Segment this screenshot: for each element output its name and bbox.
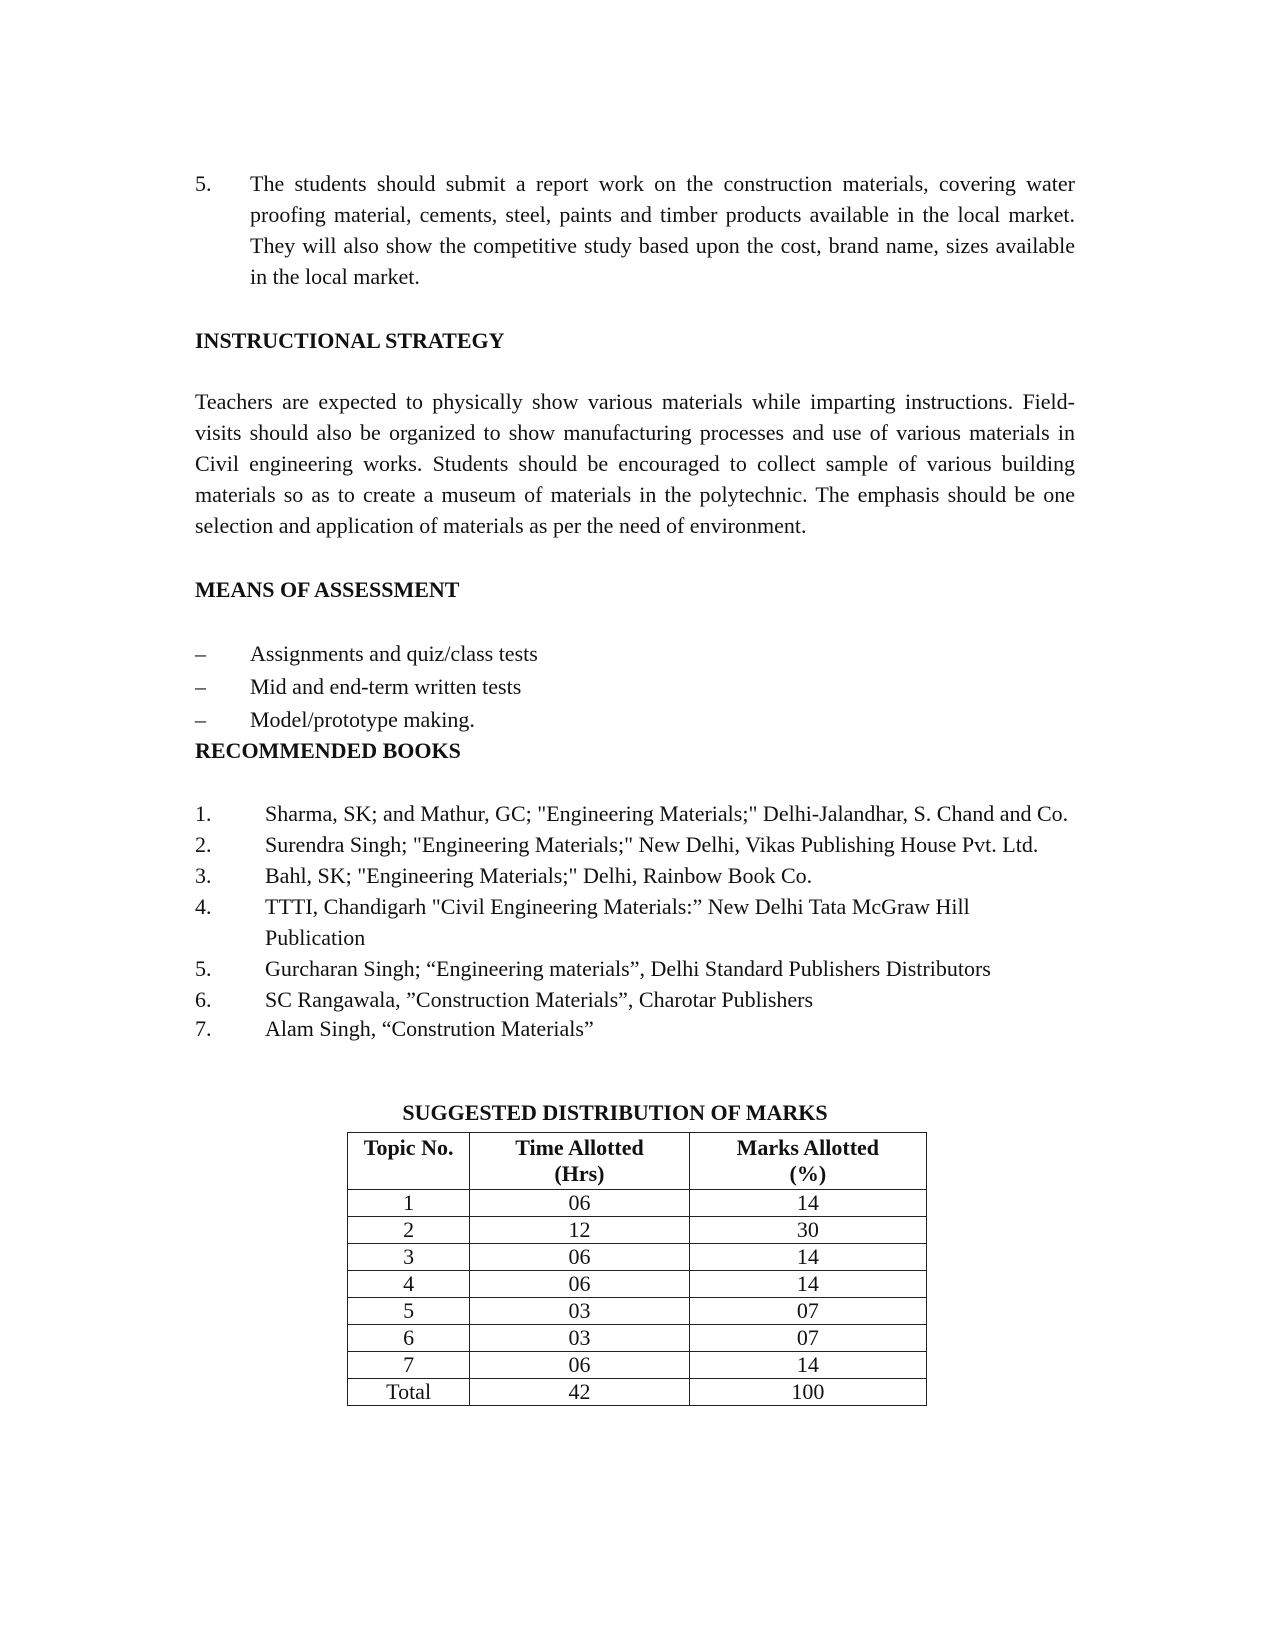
table-cell: 06: [470, 1352, 689, 1379]
book-number: 5.: [195, 956, 212, 981]
header-line: Marks Allotted: [736, 1135, 880, 1160]
table-row: [348, 1190, 927, 1217]
book-number: 3.: [195, 863, 212, 888]
header-line: Topic No.: [363, 1135, 454, 1160]
dash-marker: –: [195, 641, 206, 666]
document-page: [195, 168, 1075, 1406]
table-row: [348, 1271, 927, 1298]
book-item: [195, 891, 1075, 953]
header-marks-allotted: [689, 1133, 926, 1190]
instructional-strategy-paragraph: Teachers are expected to physically show various materials while imparting instructions. Field-visits should also be organized to show manufacturing processes and use of various materials in Civil engineering works. Students should be encouraged to collect sample of various building materials so as to create a museum of materials in the polytechnic. The emphasis should be one selection and application of materials as per the need of environment.: [195, 389, 1075, 538]
table-cell: 14: [689, 1190, 926, 1217]
header-line: Time Allotted: [515, 1135, 644, 1160]
book-text: Gurcharan Singh; “Engineering materials”, Delhi Standard Publishers Distributors: [265, 956, 991, 981]
book-number: 6.: [195, 987, 212, 1012]
book-text: Bahl, SK; "Engineering Materials;" Delhi, Rainbow Book Co.: [265, 863, 813, 888]
table-row: [348, 1325, 927, 1352]
book-item: [195, 860, 1075, 891]
book-number: 2.: [195, 832, 212, 857]
table-cell: 07: [689, 1298, 926, 1325]
table-cell: 06: [470, 1244, 689, 1271]
book-item: [195, 829, 1075, 860]
table-cell: 6: [348, 1325, 470, 1352]
book-text: Alam Singh, “Constrution Materials”: [265, 1016, 594, 1041]
list-item-text: Mid and end-term written tests: [250, 674, 522, 699]
table-cell: 14: [689, 1271, 926, 1298]
item-text: The students should submit a report work on the construction materials, covering water proofing material, cements, steel, paints and timber products available in the local market. They will also show the competitive study based upon the cost, brand name, sizes available in the local market.: [250, 171, 1075, 289]
item-number: 5.: [195, 171, 212, 196]
header-time-allotted: [470, 1133, 689, 1190]
list-item: [195, 703, 1075, 736]
list-item: [195, 637, 1075, 670]
instructional-strategy-heading: INSTRUCTIONAL STRATEGY: [195, 328, 505, 353]
recommended-books-heading: RECOMMENDED BOOKS: [195, 738, 461, 763]
table-cell: 7: [348, 1352, 470, 1379]
book-item: [195, 1015, 1075, 1042]
list-item-text: Model/prototype making.: [250, 707, 475, 732]
book-number: 7.: [195, 1016, 212, 1041]
assessment-list: [195, 637, 1075, 736]
table-cell: 5: [348, 1298, 470, 1325]
table-cell: 03: [470, 1298, 689, 1325]
book-item: [195, 953, 1075, 984]
table-cell: 14: [689, 1244, 926, 1271]
table-cell: 06: [470, 1190, 689, 1217]
header-line: (Hrs): [554, 1161, 605, 1186]
table-row: [348, 1244, 927, 1271]
table-cell: 12: [470, 1217, 689, 1244]
table-cell: 03: [470, 1325, 689, 1352]
table-cell: 100: [689, 1379, 926, 1406]
numbered-item-5: [195, 168, 1075, 292]
book-number: 4.: [195, 894, 212, 919]
table-cell: 07: [689, 1325, 926, 1352]
book-text: Sharma, SK; and Mathur, GC; "Engineering Materials;" Delhi-Jalandhar, S. Chand and Co.: [265, 801, 1069, 826]
book-text: Surendra Singh; "Engineering Materials;" New Delhi, Vikas Publishing House Pvt. Ltd.: [265, 832, 1039, 857]
table-cell: Total: [348, 1379, 470, 1406]
means-of-assessment-heading: MEANS OF ASSESSMENT: [195, 577, 460, 602]
book-text: TTTI, Chandigarh "Civil Engineering Materials:” New Delhi Tata McGraw Hill Publication: [265, 894, 970, 950]
book-item: [195, 984, 1075, 1015]
table-cell: 2: [348, 1217, 470, 1244]
table-cell: 14: [689, 1352, 926, 1379]
header-line: (%): [789, 1161, 827, 1186]
table-cell: 06: [470, 1271, 689, 1298]
book-text: SC Rangawala, ”Construction Materials”, Charotar Publishers: [265, 987, 814, 1012]
books-list: [195, 798, 1075, 1042]
list-item: [195, 670, 1075, 703]
marks-distribution-table: [347, 1132, 927, 1406]
table-row: [348, 1352, 927, 1379]
header-topic-no: [348, 1133, 470, 1190]
table-cell: 42: [470, 1379, 689, 1406]
table-row: [348, 1217, 927, 1244]
table-cell: 4: [348, 1271, 470, 1298]
table-cell: 1: [348, 1190, 470, 1217]
list-item-text: Assignments and quiz/class tests: [250, 641, 538, 666]
table-row: [348, 1298, 927, 1325]
book-number: 1.: [195, 801, 212, 826]
marks-table-title: SUGGESTED DISTRIBUTION OF MARKS: [402, 1100, 828, 1125]
table-header-row: [348, 1133, 927, 1190]
dash-marker: –: [195, 674, 206, 699]
book-item: [195, 798, 1075, 829]
table-cell: 30: [689, 1217, 926, 1244]
table-cell: 3: [348, 1244, 470, 1271]
dash-marker: –: [195, 707, 206, 732]
table-total-row: [348, 1379, 927, 1406]
